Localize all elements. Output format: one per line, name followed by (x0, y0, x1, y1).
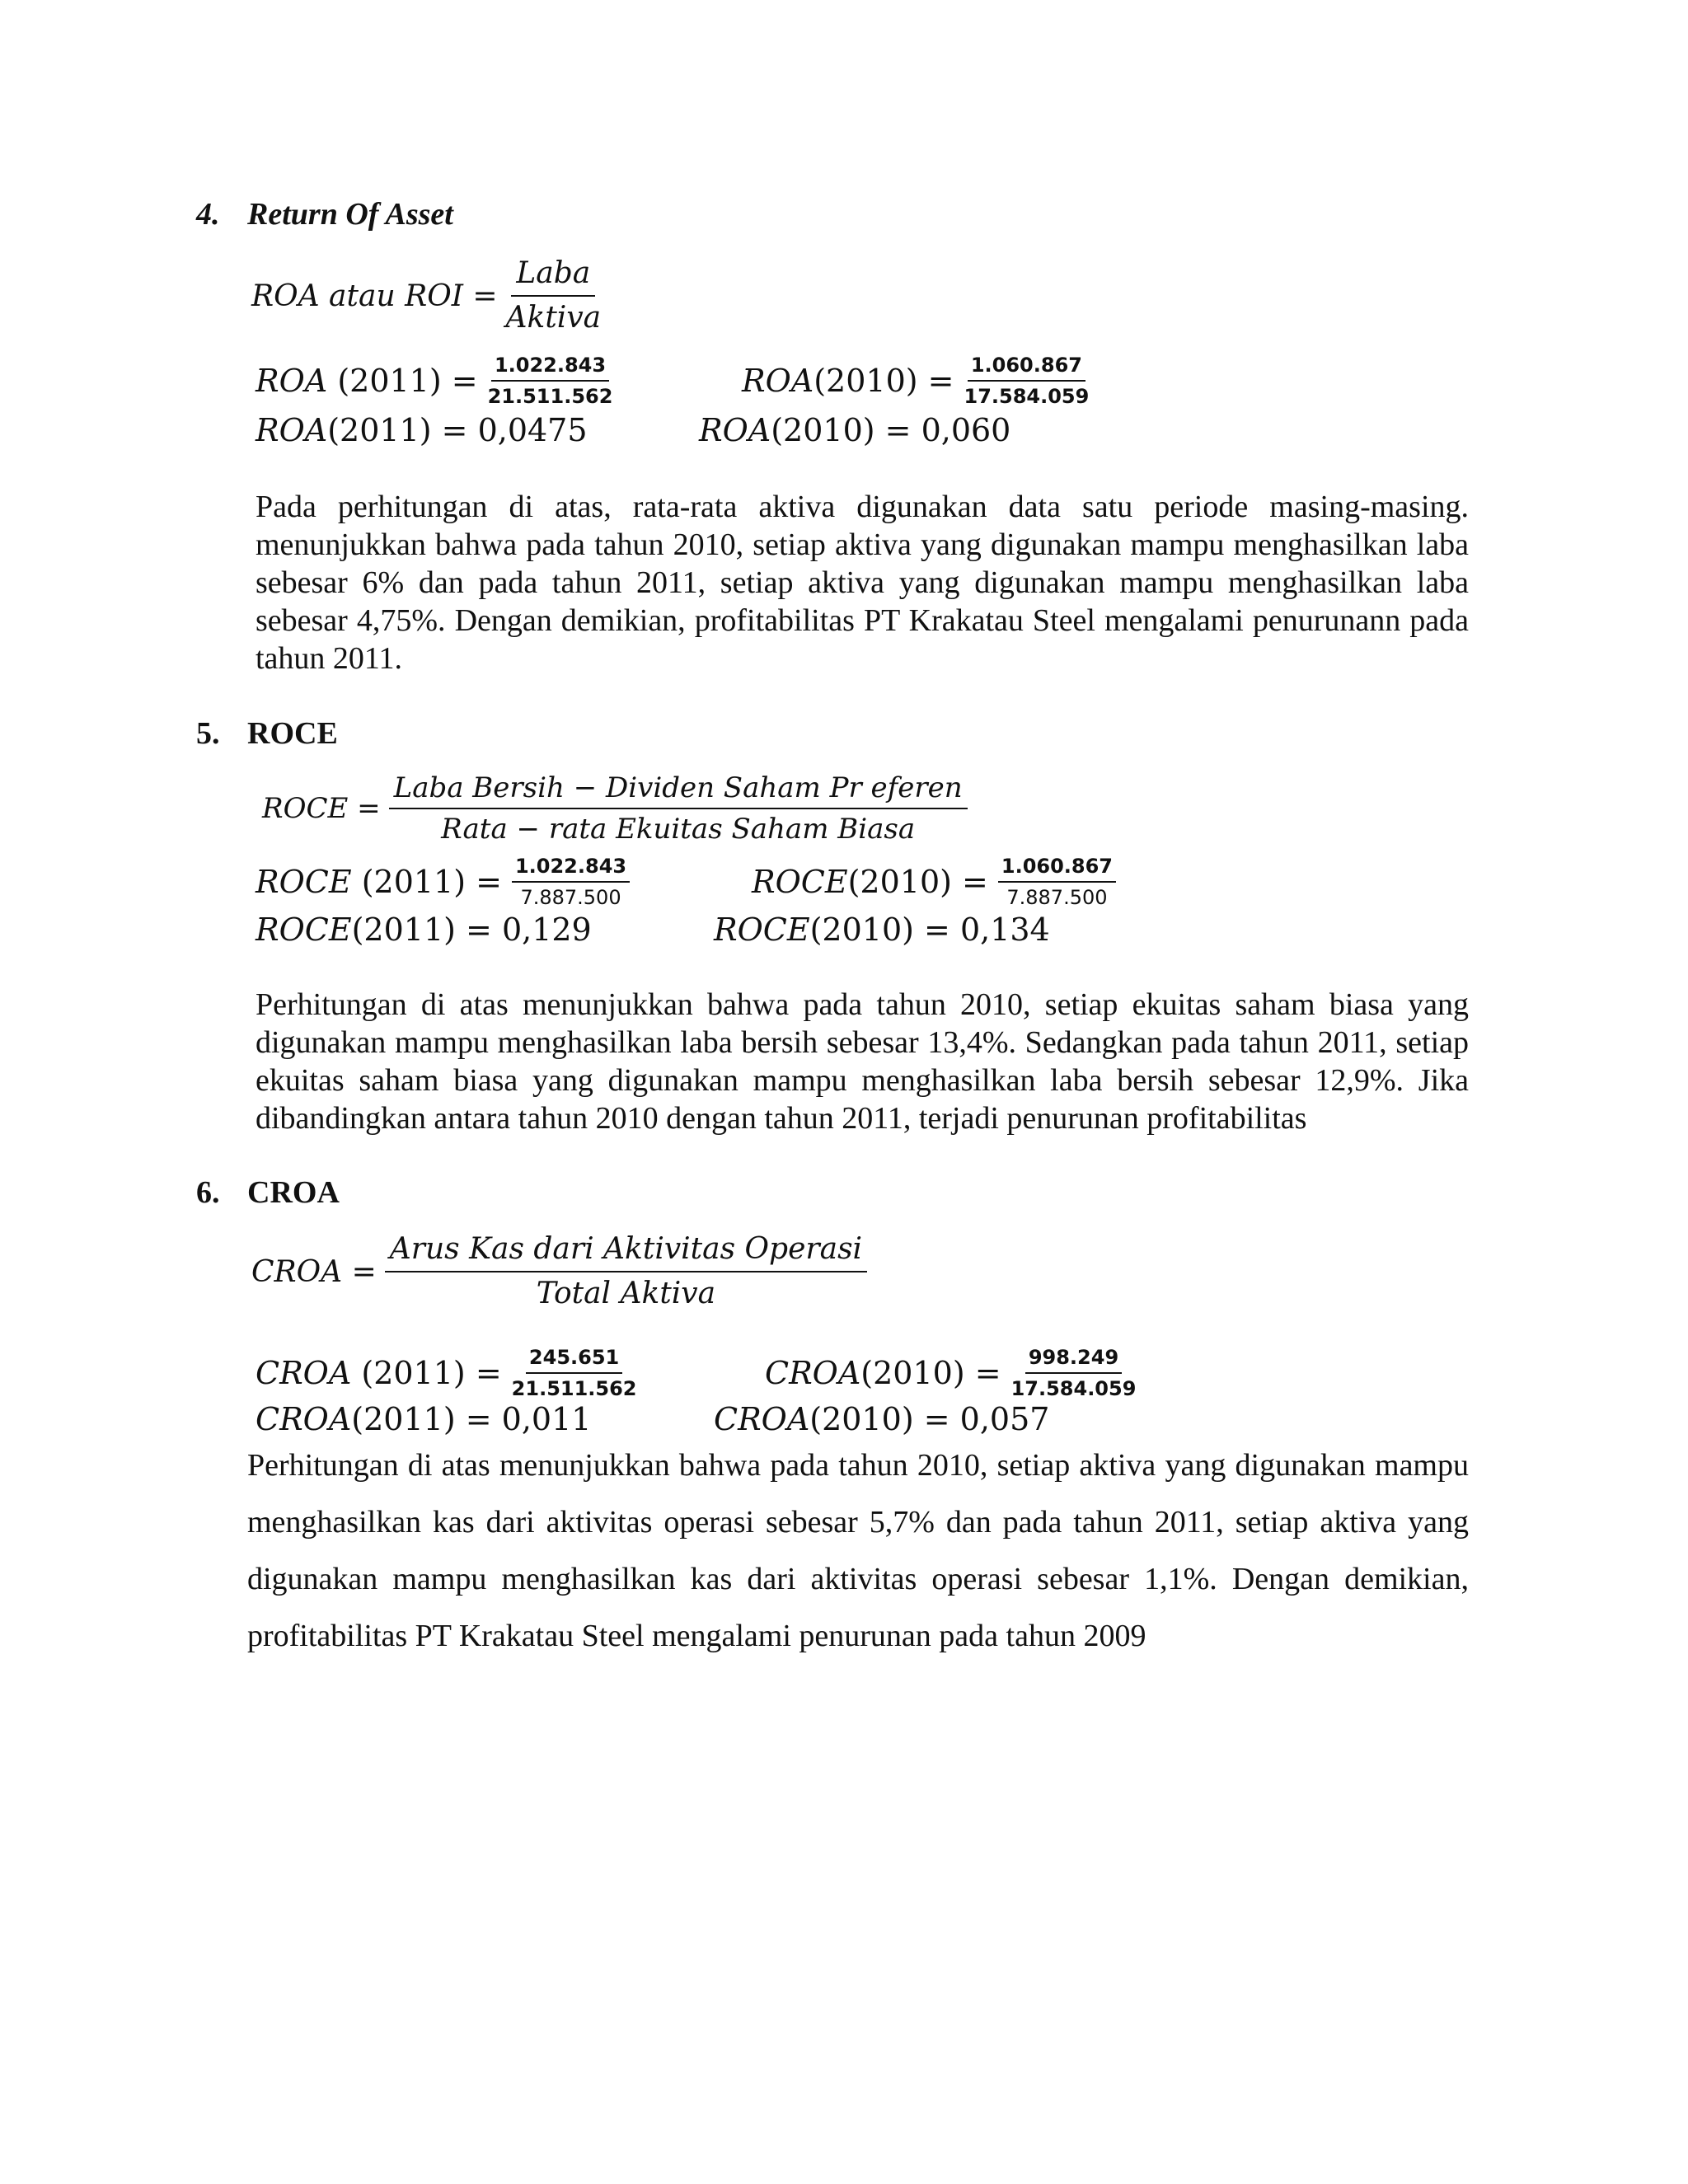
calc-denominator: 7.887.500 (520, 886, 621, 909)
formula-denominator: Aktiva (505, 301, 602, 335)
roce-formula (262, 771, 968, 846)
roce-2010-result (714, 912, 1050, 948)
roce-2010-calc (752, 854, 1116, 910)
roa-2010-calc (742, 353, 1089, 409)
section-6-heading (196, 1174, 340, 1211)
calc-year: (2010) = (847, 864, 988, 900)
calc-label: CROA (256, 1355, 352, 1391)
calc-fraction (512, 854, 630, 910)
section-title: Return Of Asset (247, 197, 453, 232)
calc-label: ROA (256, 363, 328, 399)
calc-label: ROCE (752, 864, 848, 900)
section-number: 6. (196, 1175, 220, 1210)
calc-year: (2010) = (860, 1355, 1001, 1391)
calc-denominator: 7.887.500 (1006, 886, 1108, 909)
result-value: (2010) = 0,134 (809, 912, 1050, 948)
calc-numerator: 1.022.843 (491, 353, 609, 382)
result-label: ROA (699, 412, 771, 448)
calc-denominator: 17.584.059 (1010, 1377, 1137, 1400)
calc-numerator: 1.022.843 (512, 854, 630, 883)
result-value: (2011) = 0,129 (351, 912, 592, 948)
result-label: ROCE (714, 912, 810, 948)
section-number: 5. (196, 716, 220, 751)
section-4-heading (196, 196, 453, 232)
calc-denominator: 17.584.059 (964, 385, 1090, 408)
formula-denominator: Rata − rata Ekuitas Saham Biasa (441, 813, 916, 846)
formula-fraction (385, 1231, 867, 1312)
calc-fraction (512, 1345, 637, 1401)
section-title: ROCE (247, 716, 338, 751)
roce-explanation: Perhitungan di atas menunjukkan bahwa pada tahun 2010, setiap ekuitas saham biasa yang digunakan mampu menghasilkan laba bersih sebesar 13,4%. Sedangkan pada tahun 2011, setiap ekuitas saham biasa yang digunakan mampu menghasilkan laba bersih sebesar 12,9%. Jika dibandingkan antara tahun 2010 dengan tahun 2011, terjadi penurunan profitabilitas (256, 987, 1469, 1136)
formula-fraction (506, 255, 602, 336)
calc-denominator: 21.511.562 (487, 385, 613, 408)
croa-2010-calc (765, 1345, 1136, 1401)
croa-2011-calc (256, 1345, 637, 1401)
calc-numerator: 245.651 (526, 1345, 622, 1374)
calc-label: CROA (765, 1355, 861, 1391)
calc-label: ROA (742, 363, 814, 399)
section-title: CROA (247, 1175, 340, 1210)
result-value: (2011) = 0,0475 (327, 412, 588, 448)
result-value: (2011) = 0,011 (351, 1401, 592, 1437)
calc-fraction (488, 353, 613, 409)
calc-fraction (998, 854, 1116, 910)
formula-denominator: Total Aktiva (536, 1277, 716, 1310)
croa-2010-result (714, 1401, 1049, 1437)
croa-formula (251, 1231, 867, 1312)
calc-year: (2011) = (361, 864, 502, 900)
calc-year: (2011) = (337, 363, 478, 399)
calc-year: (2011) = (361, 1355, 502, 1391)
result-label: ROCE (256, 912, 352, 948)
calc-year: (2010) = (814, 363, 954, 399)
formula-lhs: CROA = (251, 1254, 377, 1289)
roa-2011-calc (256, 353, 612, 409)
roa-formula (251, 255, 601, 336)
result-label: CROA (714, 1401, 810, 1437)
croa-2011-result (256, 1401, 591, 1437)
formula-numerator: Laba (511, 255, 595, 297)
roa-2011-result (256, 412, 588, 448)
result-value: (2010) = 0,057 (809, 1401, 1050, 1437)
calc-fraction (964, 353, 1090, 409)
section-5-heading (196, 715, 338, 752)
formula-numerator: Arus Kas dari Aktivitas Operasi (385, 1231, 867, 1272)
formula-fraction (389, 771, 968, 846)
calc-fraction (1011, 1345, 1137, 1401)
result-value: (2010) = 0,060 (771, 412, 1011, 448)
calc-numerator: 1.060.867 (968, 353, 1085, 382)
calc-numerator: 1.060.867 (998, 854, 1116, 883)
roa-2010-result (699, 412, 1010, 448)
roce-2011-calc (256, 854, 630, 910)
calc-numerator: 998.249 (1025, 1345, 1122, 1374)
formula-numerator: Laba Bersih − Dividen Saham Pr eferen (389, 771, 968, 809)
result-label: ROA (256, 412, 328, 448)
result-label: CROA (256, 1401, 352, 1437)
calc-label: ROCE (256, 864, 352, 900)
roa-explanation: Pada perhitungan di atas, rata-rata aktiva digunakan data satu periode masing-masing. menunjukkan bahwa pada tahun 2010, setiap aktiva yang digunakan mampu menghasilkan laba sebesar 6% dan pada tahun 2011, setiap aktiva yang digunakan mampu menghasilkan laba sebesar 4,75%. Dengan demikian, profitabilitas PT Krakatau Steel mengalami penurunann pada tahun 2011. (256, 490, 1469, 676)
formula-lhs: ROCE = (262, 792, 381, 825)
formula-lhs: ROA atau ROI = (251, 279, 498, 313)
section-number: 4. (196, 197, 220, 232)
croa-explanation: Perhitungan di atas menunjukkan bahwa pada tahun 2010, setiap aktiva yang digunakan mampu menghasilkan kas dari aktivitas operasi sebesar 5,7% dan pada tahun 2011, setiap aktiva yang digunakan mampu menghasilkan kas dari aktivitas operasi sebesar 1,1%. Dengan demikian, profitabilitas PT Krakatau Steel mengalami penurunan pada tahun 2009 (247, 1448, 1469, 1653)
calc-denominator: 21.511.562 (511, 1377, 637, 1400)
roce-2011-result (256, 912, 592, 948)
